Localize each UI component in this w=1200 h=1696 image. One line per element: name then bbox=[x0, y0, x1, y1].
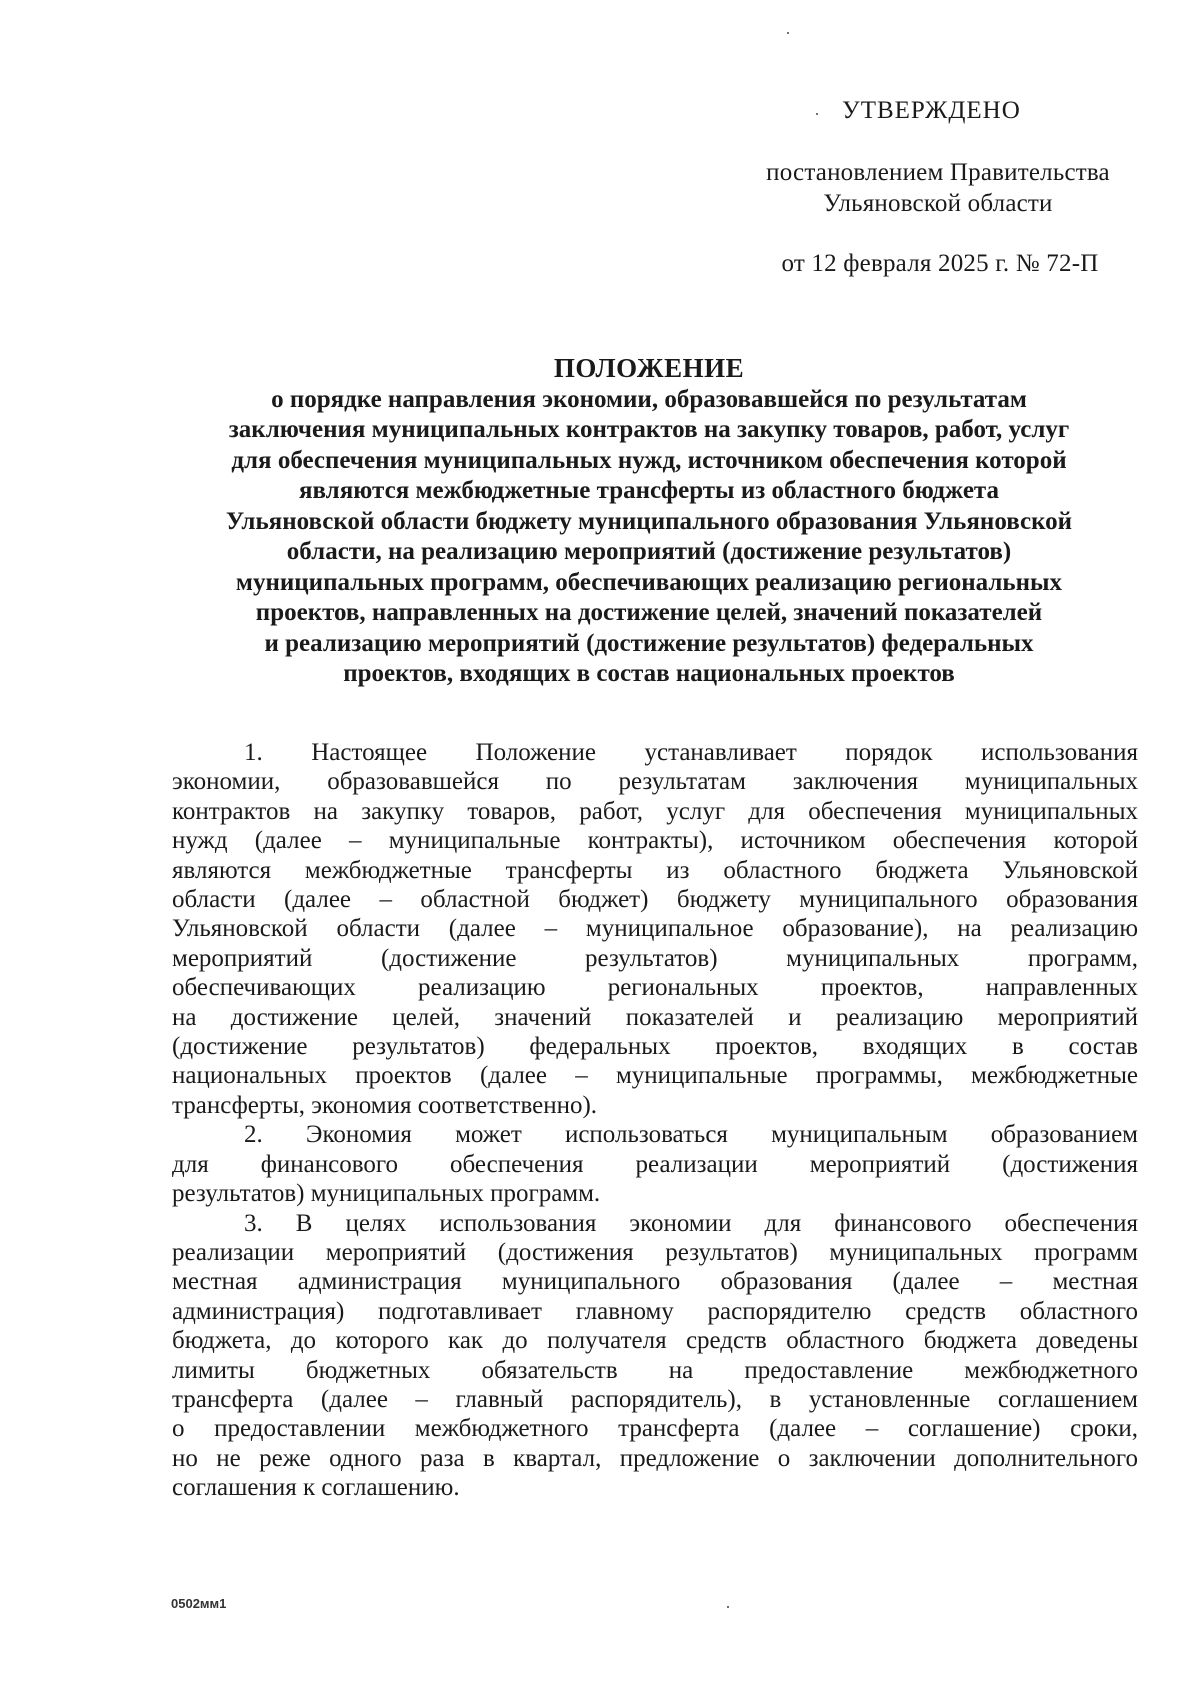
paragraph-3-line: лимиты бюджетных обязательств на предоставление межбюджетного bbox=[172, 1356, 1138, 1384]
document-body bbox=[172, 738, 1138, 1503]
approval-title: УТВЕРЖДЕНО bbox=[842, 97, 1021, 124]
paragraph-1-line: трансферты, экономия соответственно). bbox=[172, 1091, 598, 1119]
paragraph-3-line: 3. В целях использования экономии для финансового обеспечения bbox=[244, 1209, 1138, 1237]
paragraph-3-line: реализации мероприятий (достижения результатов) муниципальных программ bbox=[172, 1238, 1138, 1266]
paragraph-3-line: о предоставлении межбюджетного трансферта (далее – соглашение) сроки, bbox=[172, 1415, 1138, 1443]
heading-line: для обеспечения муниципальных нужд, источником обеспечения которой bbox=[231, 446, 1067, 474]
heading-line: области, на реализацию мероприятий (достижение результатов) bbox=[286, 538, 1012, 565]
heading-line: проектов, направленных на достижение целей, значений показателей bbox=[255, 599, 1043, 626]
approval-date: от 12 февраля 2025 г. № 72-П bbox=[781, 250, 1099, 277]
approval-authority bbox=[748, 157, 1128, 219]
heading-line: и реализацию мероприятий (достижение результатов) федеральных bbox=[264, 629, 1034, 657]
paragraph-3-line: бюджета, до которого как до получателя средств областного бюджета доведены bbox=[172, 1327, 1138, 1355]
heading-line: проектов, входящих в состав национальных проектов bbox=[343, 660, 955, 687]
paragraph-3-line: соглашения к соглашению. bbox=[172, 1474, 460, 1502]
paragraph-3-line: но не реже одного раза в квартал, предложение о заключении дополнительного bbox=[172, 1444, 1138, 1472]
paragraph-3-line: трансферта (далее – главный распорядитель), в установленные соглашением bbox=[172, 1385, 1138, 1413]
paragraph-1-line: нужд (далее – муниципальные контракты), источником обеспечения которой bbox=[172, 827, 1138, 855]
document-code: 0502мм1 bbox=[171, 1596, 227, 1611]
paragraph-1-line: на достижение целей, значений показателей и реализацию мероприятий bbox=[172, 1003, 1138, 1031]
scan-speck bbox=[727, 1606, 729, 1608]
approval-authority-line: Ульяновской области bbox=[823, 190, 1053, 217]
paragraph-1-line: обеспечивающих реализацию региональных проектов, направленных bbox=[172, 974, 1138, 1002]
paragraph-1-line: области (далее – областной бюджет) бюджету муниципального образования bbox=[172, 886, 1138, 914]
scan-speck bbox=[816, 113, 818, 115]
paragraph-2-line: для финансового обеспечения реализации мероприятий (достижения bbox=[172, 1150, 1138, 1178]
document-title: ПОЛОЖЕНИЕ bbox=[553, 353, 745, 383]
heading-line: заключения муниципальных контрактов на закупку товаров, работ, услуг bbox=[228, 416, 1070, 443]
paragraph-1-line: (достижение результатов) федеральных проектов, входящих в состав bbox=[172, 1033, 1138, 1061]
paragraph-3-line: местная администрация муниципального образования (далее – местная bbox=[172, 1268, 1138, 1296]
heading-line: являются межбюджетные трансферты из областного бюджета bbox=[298, 477, 999, 504]
paragraph-1-line: Ульяновской области (далее – муниципальное образование), на реализацию bbox=[172, 915, 1138, 943]
paragraph-1-line: контрактов на закупку товаров, работ, услуг для обеспечения муниципальных bbox=[172, 797, 1138, 825]
paragraph-1-line: национальных проектов (далее – муниципальные программы, межбюджетные bbox=[172, 1062, 1138, 1090]
paragraph-1-line: являются межбюджетные трансферты из областного бюджета Ульяновской bbox=[172, 856, 1138, 884]
heading-line: о порядке направления экономии, образовавшейся по результатам bbox=[271, 385, 1027, 413]
paragraph-1-line: экономии, образовавшейся по результатам заключения муниципальных bbox=[172, 768, 1138, 796]
heading-line: муниципальных программ, обеспечивающих реализацию региональных bbox=[235, 568, 1063, 596]
approval-authority-line: постановлением Правительства bbox=[766, 159, 1110, 186]
scan-speck bbox=[787, 32, 789, 34]
paragraph-1-line: 1. Настоящее Положение устанавливает порядок использования bbox=[244, 739, 1138, 766]
paragraph-2-line: результатов) муниципальных программ. bbox=[172, 1180, 601, 1208]
heading-line: Ульяновской области бюджету муниципального образования Ульяновской bbox=[225, 507, 1073, 535]
paragraph-3-line: администрация) подготавливает главному распорядителю средств областного bbox=[172, 1297, 1138, 1325]
paragraph-1-line: мероприятий (достижение результатов) муниципальных программ, bbox=[172, 944, 1138, 972]
document-heading bbox=[160, 353, 1138, 690]
paragraph-2-line: 2. Экономия может использоваться муниципальным образованием bbox=[244, 1121, 1138, 1149]
